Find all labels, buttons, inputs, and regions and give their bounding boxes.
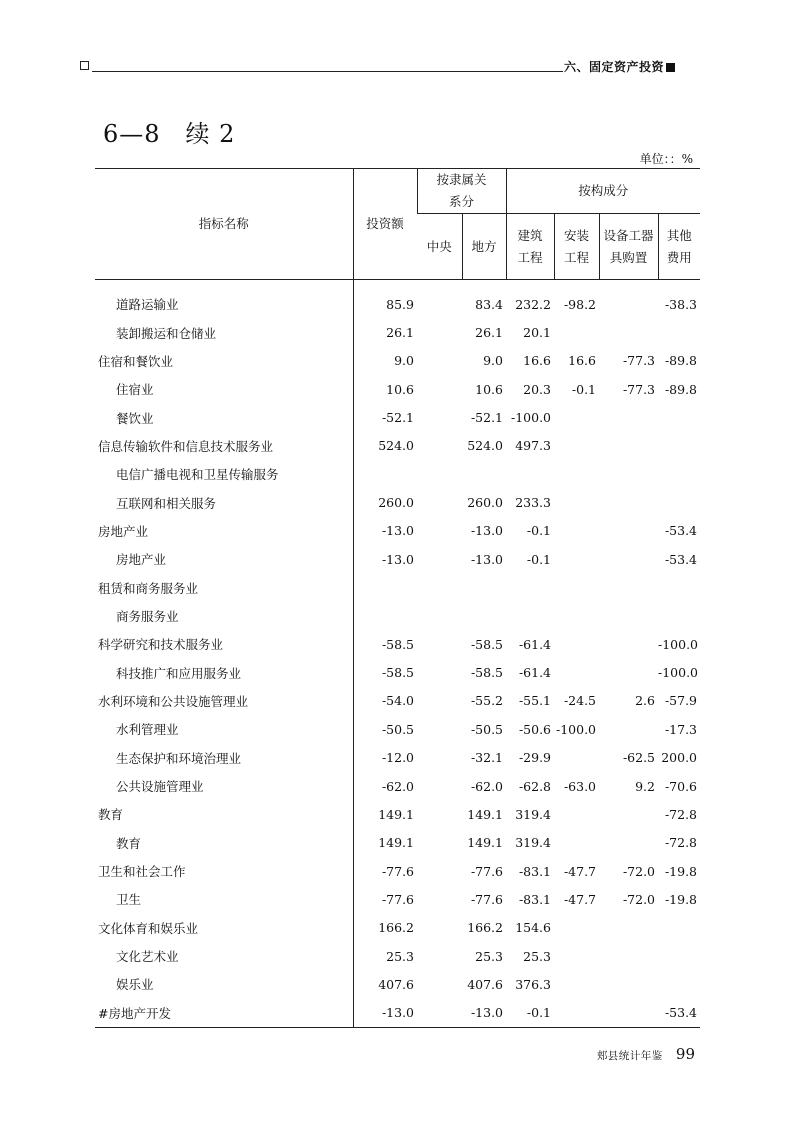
cell-total: 524.0 bbox=[353, 432, 417, 460]
row-label: 电信广播电视和卫星传输服务 bbox=[116, 467, 279, 483]
header-equipment: 设备工器具购置 bbox=[599, 214, 658, 280]
cell-other: -100.0 bbox=[658, 636, 699, 652]
cell-local: -13.0 bbox=[470, 551, 503, 567]
cell-central bbox=[417, 318, 462, 346]
cell-other: -19.8 bbox=[664, 891, 698, 907]
cell-construction: 376.3 bbox=[515, 976, 551, 992]
header-total: 投资额 bbox=[353, 169, 417, 280]
cell-other: -72.8 bbox=[664, 806, 698, 822]
cell-total: -54.0 bbox=[353, 687, 417, 715]
row-label: 房地产业 bbox=[98, 523, 149, 539]
cell-equipment bbox=[599, 970, 658, 998]
cell-central bbox=[417, 914, 462, 942]
cell-other bbox=[658, 432, 700, 460]
cell-central bbox=[417, 460, 462, 488]
cell-total: -12.0 bbox=[353, 744, 417, 772]
cell-central bbox=[417, 347, 462, 375]
cell-equipment: -77.3 bbox=[622, 353, 655, 369]
cell-equipment bbox=[599, 460, 658, 488]
cell-total: 260.0 bbox=[353, 488, 417, 516]
cell-equipment bbox=[599, 658, 658, 686]
unit-label: 单位：：% bbox=[639, 152, 693, 166]
cell-construction: 16.6 bbox=[523, 353, 551, 369]
cell-construction: -50.6 bbox=[518, 721, 551, 737]
table-row bbox=[95, 488, 700, 516]
cell-other: -57.9 bbox=[664, 693, 698, 709]
cell-equipment bbox=[599, 715, 658, 743]
table-row bbox=[95, 800, 700, 828]
cell-construction: -0.1 bbox=[526, 523, 551, 539]
cell-local: -62.0 bbox=[470, 778, 503, 794]
row-label: 水利管理业 bbox=[116, 722, 179, 738]
cell-installation bbox=[554, 318, 599, 346]
cell-total: -52.1 bbox=[353, 403, 417, 431]
row-label: 卫生 bbox=[116, 892, 142, 908]
cell-construction bbox=[506, 460, 554, 488]
cell-construction: 154.6 bbox=[515, 920, 551, 936]
cell-total: 407.6 bbox=[353, 970, 417, 998]
cell-other bbox=[658, 573, 700, 601]
cell-central bbox=[417, 375, 462, 403]
page-footer bbox=[597, 1044, 695, 1063]
header-construction: 建筑工程 bbox=[506, 214, 554, 280]
cell-installation bbox=[554, 630, 599, 658]
cell-central bbox=[417, 517, 462, 545]
cell-construction: 319.4 bbox=[515, 806, 551, 822]
cell-installation bbox=[554, 602, 599, 630]
row-label: 生态保护和环境治理业 bbox=[116, 750, 242, 766]
cell-local: 149.1 bbox=[467, 835, 503, 851]
cell-other: -53.4 bbox=[664, 523, 698, 539]
cell-local: -52.1 bbox=[470, 410, 503, 426]
table-row bbox=[95, 857, 700, 885]
cell-equipment: -62.5 bbox=[622, 750, 655, 766]
cell-total bbox=[353, 460, 417, 488]
cell-installation bbox=[554, 800, 599, 828]
cell-construction: -55.1 bbox=[518, 693, 551, 709]
row-label: 商务服务业 bbox=[116, 608, 179, 624]
cell-installation: -63.0 bbox=[563, 778, 596, 794]
cell-local bbox=[462, 573, 506, 601]
cell-central bbox=[417, 715, 462, 743]
cell-central bbox=[417, 942, 462, 970]
cell-construction: -62.8 bbox=[518, 778, 551, 794]
section-header bbox=[564, 58, 675, 75]
cell-equipment bbox=[599, 914, 658, 942]
row-label: 娱乐业 bbox=[116, 977, 154, 993]
cell-other bbox=[658, 488, 700, 516]
cell-equipment: 2.6 bbox=[635, 693, 655, 709]
cell-installation: -47.7 bbox=[563, 863, 596, 879]
cell-equipment: 9.2 bbox=[635, 778, 655, 794]
cell-installation bbox=[554, 914, 599, 942]
cell-central bbox=[417, 772, 462, 800]
table-row bbox=[95, 772, 700, 800]
row-label: 文化体育和娱乐业 bbox=[98, 920, 199, 936]
cell-equipment bbox=[599, 432, 658, 460]
cell-construction: 319.4 bbox=[515, 835, 551, 851]
cell-local: 524.0 bbox=[467, 438, 503, 454]
cell-total: -13.0 bbox=[353, 999, 417, 1028]
cell-total: -58.5 bbox=[353, 658, 417, 686]
row-label: 住宿和餐饮业 bbox=[98, 353, 174, 369]
cell-total: -77.6 bbox=[353, 885, 417, 913]
table-row bbox=[95, 602, 700, 630]
cell-construction: -61.4 bbox=[518, 636, 551, 652]
cell-installation: -24.5 bbox=[563, 693, 596, 709]
header-name: 指标名称 bbox=[95, 169, 353, 280]
row-label: 租赁和商务服务业 bbox=[98, 580, 199, 596]
row-label: 教育 bbox=[98, 807, 124, 823]
cell-total: -13.0 bbox=[353, 545, 417, 573]
cell-total: -13.0 bbox=[353, 517, 417, 545]
cell-other: -53.4 bbox=[664, 551, 698, 567]
cell-other: 200.0 bbox=[661, 750, 698, 766]
cell-local: 83.4 bbox=[475, 296, 503, 312]
table-row bbox=[95, 715, 700, 743]
cell-construction: 25.3 bbox=[523, 948, 551, 964]
cell-equipment: -72.0 bbox=[622, 863, 655, 879]
cell-construction: 497.3 bbox=[515, 438, 551, 454]
cell-equipment: -77.3 bbox=[622, 381, 655, 397]
header-other: 其他费用 bbox=[658, 214, 700, 280]
cell-installation bbox=[554, 829, 599, 857]
cell-central bbox=[417, 744, 462, 772]
table-row bbox=[95, 744, 700, 772]
cell-equipment bbox=[599, 290, 658, 318]
cell-installation bbox=[554, 517, 599, 545]
cell-total: -62.0 bbox=[353, 772, 417, 800]
cell-installation bbox=[554, 942, 599, 970]
header-box-icon bbox=[80, 61, 89, 70]
cell-other bbox=[658, 318, 700, 346]
header-rule bbox=[92, 71, 563, 72]
table-row bbox=[95, 318, 700, 346]
cell-installation: -47.7 bbox=[563, 891, 596, 907]
row-label: 科学研究和技术服务业 bbox=[98, 637, 224, 653]
cell-equipment bbox=[599, 800, 658, 828]
cell-installation bbox=[554, 403, 599, 431]
cell-central bbox=[417, 687, 462, 715]
header-by-affiliation: 按隶属关系分 bbox=[417, 169, 506, 214]
cell-local: -77.6 bbox=[470, 863, 503, 879]
cell-central bbox=[417, 800, 462, 828]
table-row bbox=[95, 885, 700, 913]
cell-total: 10.6 bbox=[353, 375, 417, 403]
cell-equipment bbox=[599, 545, 658, 573]
cell-total: 85.9 bbox=[353, 290, 417, 318]
table-row bbox=[95, 517, 700, 545]
cell-other: -19.8 bbox=[664, 863, 698, 879]
cell-other bbox=[658, 942, 700, 970]
cell-total: -58.5 bbox=[353, 630, 417, 658]
cell-central bbox=[417, 573, 462, 601]
row-label: 互联网和相关服务 bbox=[116, 495, 217, 511]
cell-local: -55.2 bbox=[470, 693, 503, 709]
cell-other: -70.6 bbox=[664, 778, 698, 794]
cell-central bbox=[417, 403, 462, 431]
cell-local: -13.0 bbox=[462, 999, 506, 1028]
table-row bbox=[95, 432, 700, 460]
table-row bbox=[95, 347, 700, 375]
cell-total bbox=[353, 602, 417, 630]
cell-equipment bbox=[599, 517, 658, 545]
footer-book-name: 郏县统计年鉴 bbox=[596, 1050, 663, 1062]
cell-local bbox=[462, 602, 506, 630]
cell-other: -100.0 bbox=[658, 665, 699, 681]
row-label: 信息传输软件和信息技术服务业 bbox=[98, 438, 274, 454]
cell-installation bbox=[554, 488, 599, 516]
cell-central bbox=[417, 658, 462, 686]
cell-local: 26.1 bbox=[475, 325, 503, 341]
cell-total: 166.2 bbox=[353, 914, 417, 942]
cell-installation bbox=[554, 573, 599, 601]
table-row bbox=[95, 999, 700, 1028]
statistics-table bbox=[95, 168, 700, 1028]
cell-construction: -61.4 bbox=[518, 665, 551, 681]
header-by-composition: 按构成分 bbox=[506, 169, 700, 214]
cell-other bbox=[658, 403, 700, 431]
cell-total bbox=[353, 573, 417, 601]
cell-construction: -100.0 bbox=[510, 410, 551, 426]
header-central: 中央 bbox=[417, 214, 462, 280]
table-row bbox=[95, 573, 700, 601]
cell-total: 26.1 bbox=[353, 318, 417, 346]
cell-total: -50.5 bbox=[353, 715, 417, 743]
table-row bbox=[95, 829, 700, 857]
cell-other bbox=[658, 460, 700, 488]
row-label: 科技推广和应用服务业 bbox=[116, 665, 242, 681]
cell-installation bbox=[554, 460, 599, 488]
cell-equipment bbox=[599, 602, 658, 630]
section-title: 六、固定资产投资 bbox=[563, 60, 664, 74]
cell-local: 25.3 bbox=[475, 948, 503, 964]
cell-other: -72.8 bbox=[664, 835, 698, 851]
cell-installation bbox=[554, 970, 599, 998]
row-label: 文化艺术业 bbox=[116, 949, 179, 965]
row-label: #房地产开发 bbox=[95, 999, 353, 1028]
cell-total: 149.1 bbox=[353, 800, 417, 828]
cell-equipment bbox=[599, 403, 658, 431]
cell-installation bbox=[554, 658, 599, 686]
cell-local: 407.6 bbox=[467, 976, 503, 992]
table-row bbox=[95, 687, 700, 715]
header-installation: 安装工程 bbox=[554, 214, 599, 280]
cell-central bbox=[417, 488, 462, 516]
cell-other: -89.8 bbox=[664, 381, 698, 397]
table-row bbox=[95, 290, 700, 318]
cell-construction bbox=[506, 602, 554, 630]
row-label: 餐饮业 bbox=[116, 410, 154, 426]
page-number: 99 bbox=[675, 1045, 695, 1063]
cell-other bbox=[658, 914, 700, 942]
cell-construction: -0.1 bbox=[526, 551, 551, 567]
row-label: 装卸搬运和仓储业 bbox=[116, 325, 217, 341]
cell-equipment bbox=[599, 829, 658, 857]
cell-central bbox=[417, 630, 462, 658]
cell-equipment: -72.0 bbox=[622, 891, 655, 907]
cell-central bbox=[417, 970, 462, 998]
cell-local: 9.0 bbox=[483, 353, 503, 369]
cell-local bbox=[462, 460, 506, 488]
cell-equipment bbox=[599, 630, 658, 658]
row-label: 卫生和社会工作 bbox=[98, 864, 186, 880]
cell-local: -50.5 bbox=[470, 721, 503, 737]
cell-equipment bbox=[599, 999, 658, 1028]
table-title: 6—8 续 2 bbox=[103, 120, 236, 148]
row-label: 住宿业 bbox=[116, 382, 154, 398]
cell-installation: 16.6 bbox=[568, 353, 596, 369]
cell-installation: -0.1 bbox=[571, 381, 596, 397]
cell-construction: -29.9 bbox=[518, 750, 551, 766]
cell-local: -58.5 bbox=[470, 665, 503, 681]
table-row bbox=[95, 658, 700, 686]
cell-construction: -0.1 bbox=[506, 999, 554, 1028]
cell-other bbox=[658, 602, 700, 630]
row-label: 水利环境和公共设施管理业 bbox=[98, 693, 249, 709]
cell-installation: -100.0 bbox=[555, 721, 596, 737]
cell-central bbox=[417, 290, 462, 318]
row-label: 公共设施管理业 bbox=[116, 779, 204, 795]
table-row bbox=[95, 375, 700, 403]
cell-central bbox=[417, 857, 462, 885]
cell-central bbox=[417, 545, 462, 573]
cell-total: 25.3 bbox=[353, 942, 417, 970]
cell-local: -13.0 bbox=[470, 523, 503, 539]
table-row bbox=[95, 970, 700, 998]
cell-central bbox=[417, 885, 462, 913]
cell-central bbox=[417, 602, 462, 630]
cell-equipment bbox=[599, 318, 658, 346]
cell-local: 149.1 bbox=[467, 806, 503, 822]
cell-local: -58.5 bbox=[470, 636, 503, 652]
cell-installation bbox=[554, 999, 599, 1028]
cell-installation: -98.2 bbox=[563, 296, 596, 312]
cell-installation bbox=[554, 545, 599, 573]
table-row bbox=[95, 460, 700, 488]
cell-local: 260.0 bbox=[467, 495, 503, 511]
cell-local: 166.2 bbox=[467, 920, 503, 936]
cell-construction: -83.1 bbox=[518, 891, 551, 907]
cell-other: -38.3 bbox=[664, 296, 698, 312]
cell-other: -53.4 bbox=[658, 999, 700, 1028]
filled-square-icon bbox=[666, 63, 675, 72]
cell-construction: 20.3 bbox=[523, 381, 551, 397]
row-label: 房地产业 bbox=[116, 552, 167, 568]
cell-other: -89.8 bbox=[664, 353, 698, 369]
cell-local: 10.6 bbox=[475, 381, 503, 397]
cell-installation bbox=[554, 432, 599, 460]
cell-construction: -83.1 bbox=[518, 863, 551, 879]
cell-total: 149.1 bbox=[353, 829, 417, 857]
row-label: 道路运输业 bbox=[116, 297, 179, 313]
table-row bbox=[95, 630, 700, 658]
cell-total: -77.6 bbox=[353, 857, 417, 885]
cell-construction: 233.3 bbox=[515, 495, 551, 511]
cell-installation bbox=[554, 744, 599, 772]
cell-equipment bbox=[599, 573, 658, 601]
table-row bbox=[95, 403, 700, 431]
cell-construction bbox=[506, 573, 554, 601]
cell-equipment bbox=[599, 942, 658, 970]
cell-local: -32.1 bbox=[470, 750, 503, 766]
cell-total: 9.0 bbox=[353, 347, 417, 375]
cell-central bbox=[417, 829, 462, 857]
table-row bbox=[95, 545, 700, 573]
cell-other: -17.3 bbox=[664, 721, 698, 737]
row-label: 教育 bbox=[116, 835, 142, 851]
cell-local: -77.6 bbox=[470, 891, 503, 907]
header-local: 地方 bbox=[462, 214, 506, 280]
cell-other bbox=[658, 970, 700, 998]
cell-central bbox=[417, 999, 462, 1028]
cell-central bbox=[417, 432, 462, 460]
cell-construction: 20.1 bbox=[523, 325, 551, 341]
cell-construction: 232.2 bbox=[515, 296, 551, 312]
table-row bbox=[95, 914, 700, 942]
table-row bbox=[95, 942, 700, 970]
cell-equipment bbox=[599, 488, 658, 516]
